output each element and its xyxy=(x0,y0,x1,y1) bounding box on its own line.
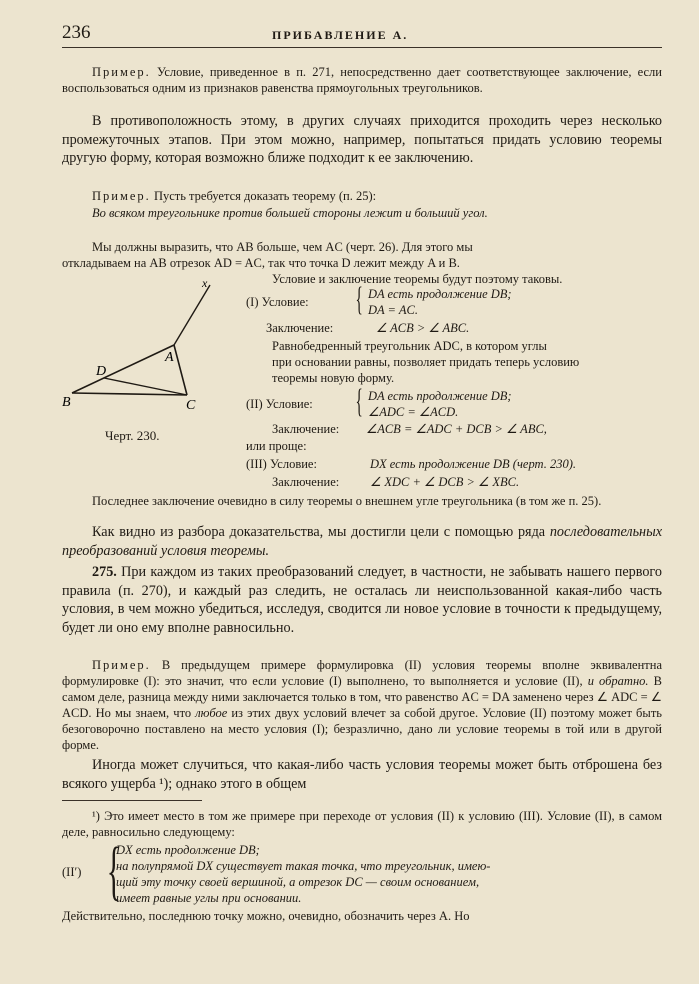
or-simpler: или проще: xyxy=(246,439,307,453)
paragraph-example-2 xyxy=(62,188,662,204)
text-line: Мы должны выразить, что AB больше, чем AC (черт. 26). Для этого мы xyxy=(92,240,473,254)
example-label: Пример. xyxy=(92,658,151,672)
paragraph-sequence xyxy=(62,523,662,560)
footnote-line-2: на полупрямой DX существует такая точка, что треугольник, имею- xyxy=(116,859,491,873)
scheme-2-line-1: DA есть продолжение DB; xyxy=(368,389,512,403)
figure-230 xyxy=(62,275,242,420)
example-label: Пример. xyxy=(92,189,151,203)
page-header xyxy=(62,22,662,46)
footnote-line-1: DX есть продолжение DB; xyxy=(116,843,260,857)
scheme-1-conclusion: ∠ ACB > ∠ ABC. xyxy=(376,321,470,335)
paragraph-275 xyxy=(62,563,662,637)
paragraph-discard: Иногда может случиться, что какая-либо часть условия теоремы может быть отброшена без всякого ущерба ¹); однако этого в общем xyxy=(62,757,662,792)
label-b: B xyxy=(62,395,71,410)
note-line-3: теоремы новую форму. xyxy=(272,371,395,385)
emphasis-text: и обратно. xyxy=(587,674,649,688)
scheme-3-line-1: DX есть продолжение DB (черт. 230). xyxy=(370,457,577,471)
label-a: A xyxy=(165,350,174,365)
section-text: При каждом из таких преобразований следует, в частности, не забывать нашего первого правила (п. 270), и каждый раз следить, не осталась ли неиспользованной какая-либо часть условия, в чем можно убедиться, исследуя, сводится ли новое условие в точности к предыдущему, будет ли оно ему вполне равносильно. xyxy=(62,564,662,636)
theorem-statement: Во всяком треугольнике против большей стороны лежит и больший угол. xyxy=(92,206,488,220)
label-d: D xyxy=(96,364,107,379)
note-line-2: при основании равны, позволяет придать теперь условию xyxy=(272,355,580,369)
scheme-intro: Условие и заключение теоремы будут поэтому таковы. xyxy=(272,272,563,286)
text-run: Как видно из разбора доказательства, мы достигли цели с помощью ряда xyxy=(92,524,550,540)
section-number: 275. xyxy=(92,564,117,580)
emphasis-text: последовательных преобразований условия теоремы. xyxy=(62,524,662,559)
text-run: В предыдущем примере формулировка (II) условия теоремы вполне эквивалентна формулировке (I): это значит, что если условие (I) выполнено, то выполняется и условие (II), xyxy=(62,658,662,688)
scheme-2-label: (II) Условие: xyxy=(246,397,313,411)
footnote-line-3: щий эту точку своей вершиной, а отрезок DC — своим основанием, xyxy=(116,875,480,889)
scheme-1-line-2: DA = AC. xyxy=(368,303,418,317)
example-text: Условие, приведенное в п. 271, непосредственно дает соответствующее заключение, если воспользоваться одним из признаков равенства прямоугольных треугольников. xyxy=(62,65,662,95)
brace-icon: { xyxy=(106,834,121,907)
scheme-2-conclusion-label: Заключение: xyxy=(272,422,340,436)
segment-ba xyxy=(72,345,174,393)
header-rule xyxy=(62,47,662,48)
ray-ax xyxy=(174,285,210,345)
scheme-2-line-2: ∠ADC = ∠ACD. xyxy=(368,405,459,419)
footnote-text: ¹) Это имеет место в том же примере при переходе от условия (II) к условию (III). Условие (II), в самом деле, равносильно следующему: xyxy=(62,809,662,839)
triangle-diagram xyxy=(62,275,242,420)
footnote-last-line: Действительно, последнюю точку можно, очевидно, обозначить через A. Но xyxy=(62,909,470,923)
footnote-line-4: имеет равные углы при основании. xyxy=(116,891,302,905)
scheme-3-label: (III) Условие: xyxy=(246,457,317,471)
scheme-1-conclusion-label: Заключение: xyxy=(266,321,334,335)
scheme-1-label: (I) Условие: xyxy=(246,295,309,309)
scheme-1-line-1: DA есть продолжение DB; xyxy=(368,287,512,301)
brace-icon: { xyxy=(355,383,363,420)
paragraph-last-conclusion: Последнее заключение очевидно в силу теоремы о внешнем угле треугольника (в том же п. 25). xyxy=(92,494,602,508)
running-head: ПРИБАВЛЕНИЕ А. xyxy=(272,28,409,42)
footnote-label: (II′) xyxy=(62,865,82,879)
paragraph-contrast: В противоположность этому, в других случаях приходится проходить через несколько промежуточных этапов. При этом можно, например, попытаться придать условию теоремы другую форму, которая возможно ближе подходит к ее заключению. xyxy=(62,113,662,167)
segment-bc xyxy=(72,393,187,395)
scheme-3-conclusion-label: Заключение: xyxy=(272,475,340,489)
text-run: из этих двух условий влечет за собой другое. Условие (II) поэтому может быть безоговорочно поставлено на место условия (I); безразлично, дано ли условие теоремы в той или в другой форме. xyxy=(62,706,662,752)
page-number: 236 xyxy=(62,22,91,43)
label-c: C xyxy=(186,398,196,413)
brace-icon: { xyxy=(355,281,363,318)
segment-ac xyxy=(174,345,187,395)
figure-caption: Черт. 230. xyxy=(105,428,160,443)
text-run: В самом деле, разница между ними заключается только в том, что равенство AC = DA заменено через ∠ ADC = ∠ ACD. Но мы знаем, что xyxy=(62,674,662,720)
paragraph-example-1 xyxy=(62,64,662,96)
example-label: Пример. xyxy=(92,65,151,79)
text-line: откладываем на AB отрезок AD = AC, так что точка D лежит между A и B. xyxy=(62,256,460,270)
segment-dc xyxy=(104,378,187,395)
label-x: x xyxy=(202,276,208,290)
note-line-1: Равнобедренный треугольник ADC, в котором углы xyxy=(272,339,547,353)
emphasis-text: любое xyxy=(195,706,228,720)
example-text: Пусть требуется доказать теорему (п. 25): xyxy=(153,189,377,203)
scheme-2-conclusion: ∠ACB = ∠ADC + DCB > ∠ ABC, xyxy=(366,422,547,436)
paragraph-example-3 xyxy=(62,657,662,753)
footnote-rule xyxy=(62,800,202,801)
scheme-3-conclusion: ∠ XDC + ∠ DCB > ∠ XBC. xyxy=(370,475,520,489)
